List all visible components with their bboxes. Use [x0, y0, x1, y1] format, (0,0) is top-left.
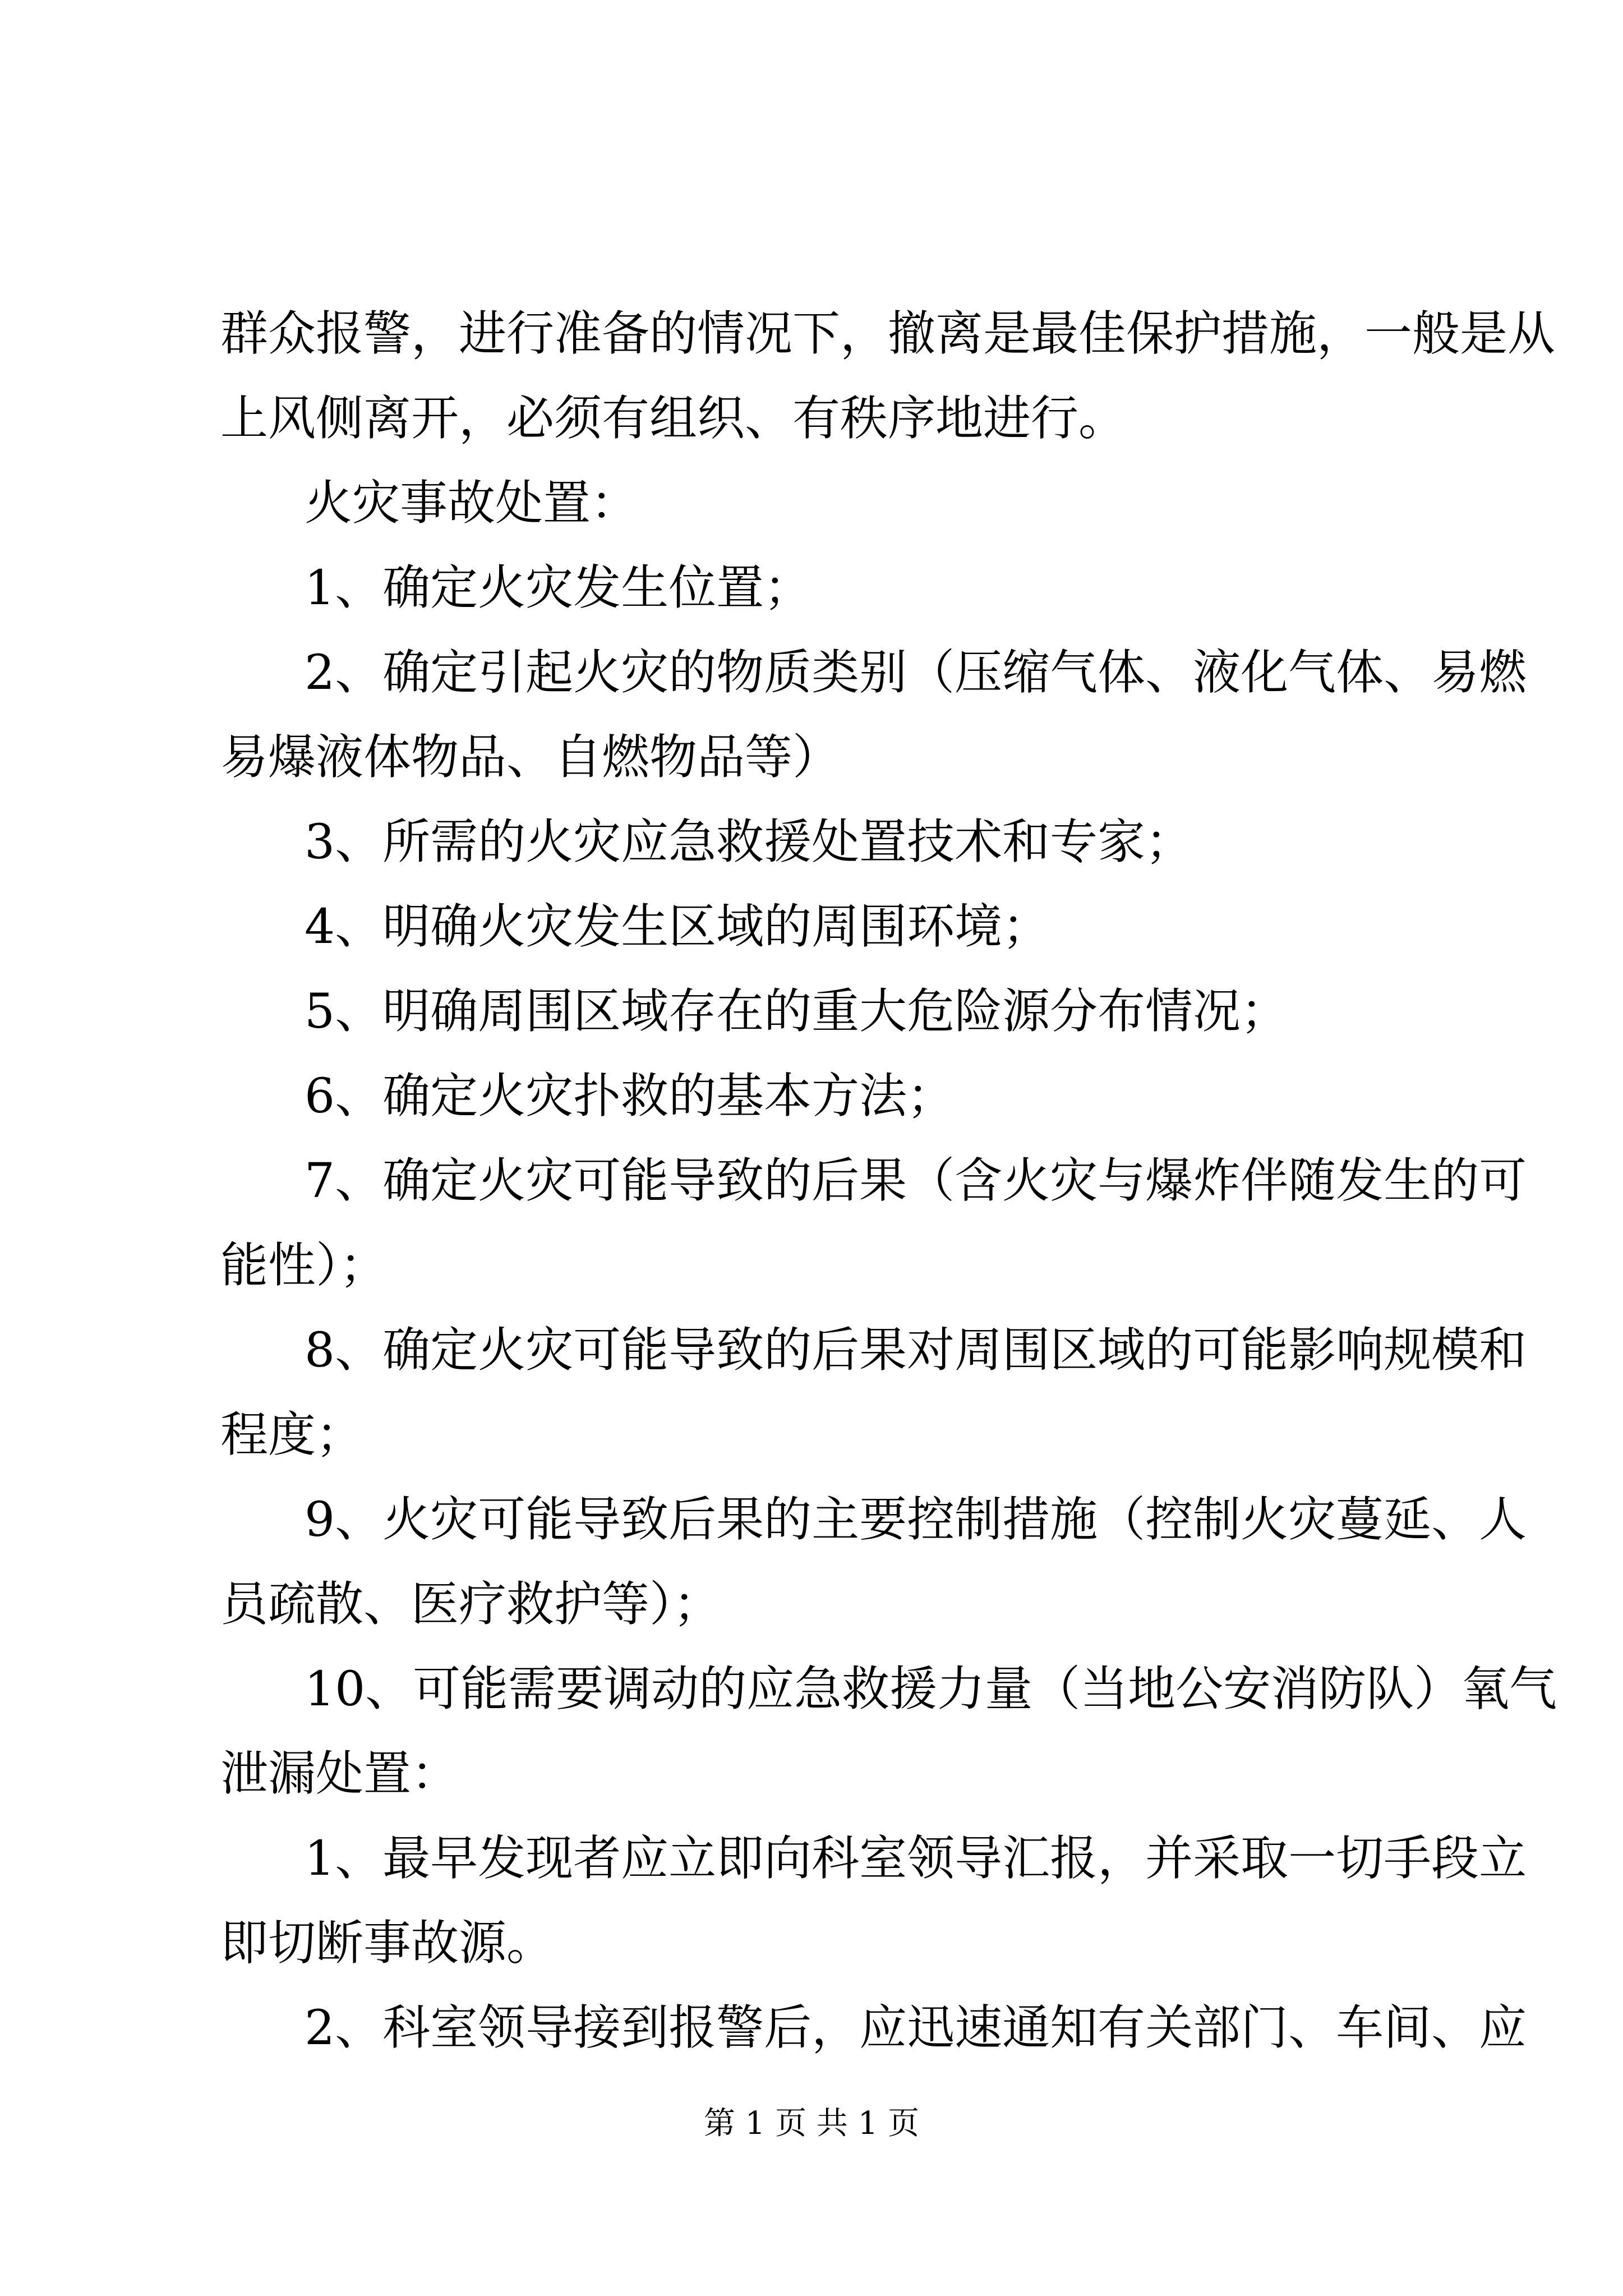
text-line-9: 5、明确周围区域存在的重大危险源分布情况；	[305, 984, 1289, 1039]
text-line-3: 火灾事故处置：	[305, 476, 639, 531]
text-line-8: 4、明确火灾发生区域的周围环境；	[305, 899, 1050, 955]
text-line-15: 9、火灾可能导致后果的主要控制措施（控制火灾蔓延、人	[305, 1492, 1527, 1548]
page-number-footer: 第 1 页 共 1 页	[703, 2105, 920, 2142]
text-line-17: 10、可能需要调动的应急救援力量（当地公安消防队）氧气	[305, 1662, 1557, 1717]
text-line-12: 能性）；	[220, 1238, 388, 1294]
text-line-10: 6、确定火灾扑救的基本方法；	[305, 1069, 955, 1124]
text-line-20: 即切断事故源。	[220, 1916, 555, 1971]
text-line-11: 7、确定火灾可能导致的后果（含火灾与爆炸伴随发生的可	[305, 1153, 1527, 1209]
text-line-6: 易爆液体物品、自燃物品等）	[220, 730, 841, 785]
text-line-7: 3、所需的火灾应急救援处置技术和专家；	[305, 815, 1193, 870]
text-line-14: 程度；	[220, 1407, 364, 1463]
text-line-19: 1、最早发现者应立即向科室领导汇报，并采取一切手段立	[305, 1831, 1527, 1887]
text-line-2: 上风侧离开，必须有组织、有秩序地进行。	[220, 391, 1127, 447]
text-line-1: 群众报警，进行准备的情况下，撤离是最佳保护措施，一般是从	[220, 306, 1556, 362]
text-line-16: 员疏散、医疗救护等）；	[220, 1577, 721, 1632]
text-line-21: 2、科室领导接到报警后，应迅速通知有关部门、车间、应	[305, 2000, 1527, 2056]
text-line-5: 2、确定引起火灾的物质类别（压缩气体、液化气体、易燃	[305, 645, 1527, 701]
text-line-18: 泄漏处置：	[220, 1746, 459, 1802]
text-line-13: 8、确定火灾可能导致的后果对周围区域的可能影响规模和	[305, 1323, 1527, 1378]
text-line-4: 1、确定火灾发生位置；	[305, 560, 812, 616]
